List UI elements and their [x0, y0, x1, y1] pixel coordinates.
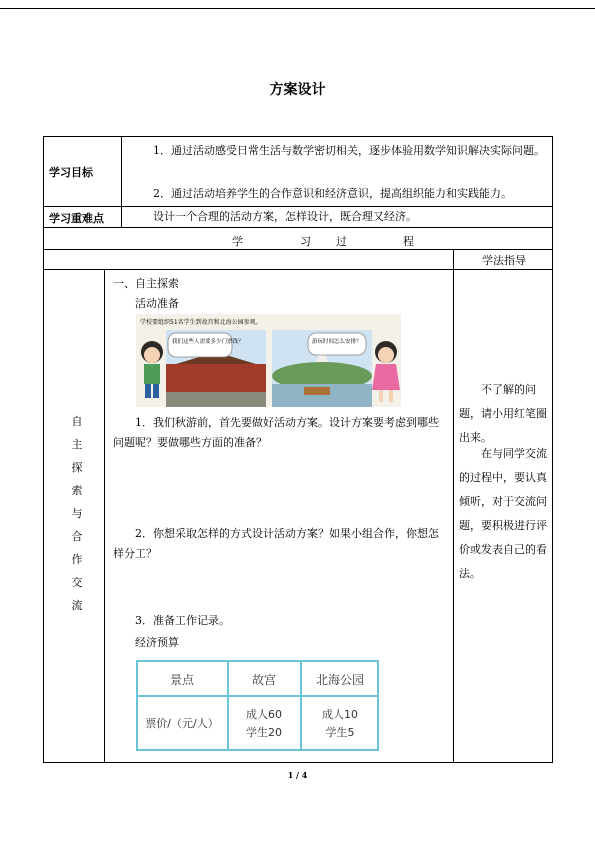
goal-2: 2．通过活动培养学生的合作意识和经济意识，提高组织能力和实践能力。 [153, 187, 512, 200]
key-label: 学习重难点 [49, 212, 104, 225]
left-col-char: 主 [71, 438, 83, 451]
question-1: 1．我们秋游前，首先要做好活动方案。设计方案要考虑到哪些问题呢？要做哪些方面的准备？ [113, 416, 439, 449]
left-column-label [66, 410, 88, 617]
goal-1: 1．通过活动感受日常生活与数学密切相关，逐步体验用数学知识解决实际问题。 [153, 144, 545, 157]
park-student-price: 学生5 [325, 726, 355, 739]
budget-table [136, 660, 379, 751]
left-col-char: 流 [71, 599, 83, 612]
process-char: 程 [403, 235, 414, 248]
field-trip-illustration [136, 314, 401, 407]
goal-label: 学习目标 [49, 166, 93, 179]
prep-title: 活动准备 [135, 297, 179, 310]
key-text: 设计一个合理的活动方案，怎样设计，既合理又经济。 [153, 210, 417, 223]
budget-header: 故宫 [251, 673, 277, 687]
question-3: 3．准备工作记录。 [135, 614, 230, 627]
budget-row-label: 票价/（元/人） [145, 717, 219, 730]
process-char: 学 [232, 235, 243, 248]
method-header: 学法指导 [482, 254, 526, 267]
palace-adult-price: 成人60 [246, 708, 282, 721]
left-col-char: 与 [71, 507, 83, 520]
left-col-char: 索 [71, 484, 83, 497]
page-number: 1 / 4 [287, 770, 308, 780]
left-col-char: 合 [71, 530, 83, 543]
guide-tip-1: 不了解的问题，请小用红笔圈出来。 [459, 383, 547, 444]
bubble-left: 我们这些人需要多少门票钱？ [172, 339, 244, 345]
left-col-char: 交 [71, 576, 83, 589]
budget-title: 经济预算 [135, 636, 179, 649]
budget-header: 北海公园 [315, 673, 365, 687]
bubble-right: 游玩时间怎么安排？ [312, 339, 362, 345]
park-adult-price: 成人10 [322, 708, 358, 721]
section-title: 一、自主探索 [113, 277, 179, 290]
left-col-char: 探 [71, 461, 83, 474]
illustration-caption: 学校要组织51名学生到故宫和北海公园参观。 [140, 319, 262, 326]
left-col-char: 自 [71, 415, 83, 428]
header-rule [0, 8, 595, 9]
palace-student-price: 学生20 [246, 726, 282, 739]
guide-tip-2: 在与同学交流的过程中，要认真倾听，对于交流问题，要积极进行评价或发表自己的看法。 [459, 447, 547, 580]
question-2: 2．你想采取怎样的方式设计活动方案？如果小组合作，你想怎样分工？ [113, 527, 439, 560]
budget-header: 景点 [169, 673, 195, 687]
page-title: 方案设计 [269, 82, 326, 98]
process-char: 过 [336, 235, 347, 248]
process-char: 习 [300, 235, 311, 248]
left-col-char: 作 [71, 553, 83, 566]
